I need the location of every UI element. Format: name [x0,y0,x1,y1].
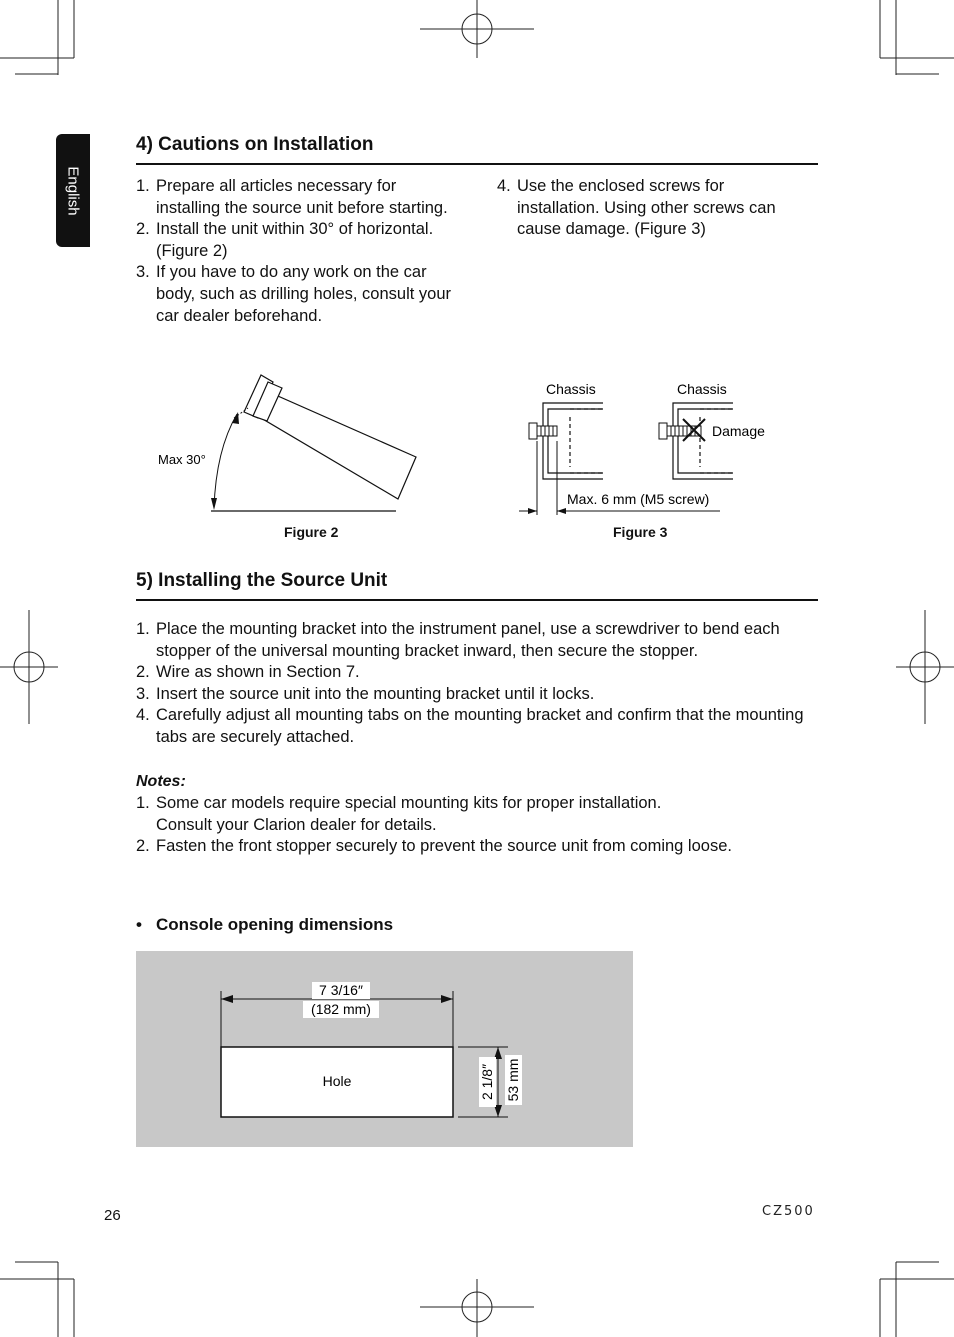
list-item: 3. If you have to do any work on the car body, such as drilling holes, consult your car dealer beforehand. [136,263,452,325]
chassis-label-left: Chassis [546,381,596,397]
arrow-head-bottom [211,498,217,510]
section-4-right-list [497,176,807,241]
list-item: 2. Wire as shown in Section 7. [136,663,360,682]
angle-label: Max 30° [158,452,206,467]
language-tab [56,134,90,247]
notes-list [136,793,816,858]
section-4-left-list [136,176,461,327]
page-number: 26 [104,1207,121,1224]
width-inches-label: 7 3/16″ [319,982,363,998]
hole-label: Hole [322,1073,352,1089]
language-tab-label: English [64,165,82,216]
bullet-icon: • [136,915,142,934]
list-item: 1. Prepare all articles necessary for installing the source unit before starting. [136,177,448,217]
figure-2-diagram [136,360,436,520]
list-item: 3. Insert the source unit into the mounting bracket until it locks. [136,684,595,703]
list-item: 4. Use the enclosed screws for installation. Using other screws can cause damage. (Figure 3) [497,177,776,239]
figure-3-diagram [515,375,775,520]
chassis-label-right: Chassis [677,381,727,397]
unit-body [256,393,416,499]
list-item: 2. Fasten the front stopper securely to prevent the source unit from coming loose. [136,837,732,856]
notes-heading: Notes: [136,773,186,790]
figure-3-caption: Figure 3 [613,524,668,540]
list-item: 1. Place the mounting bracket into the instrument panel, use a screwdriver to bend each stopper of the universal mounting bracket inward, then secure the stopper. [136,620,780,660]
height-inches-label: 2 1/8″ [479,1063,495,1101]
arrow-head-top [232,412,239,424]
section-5-rule [136,599,818,601]
screw-length-note: Max. 6 mm (M5 screw) [567,491,710,507]
figure-2-caption: Figure 2 [284,524,339,540]
console-heading: • Console opening dimensions [136,915,394,934]
angle-arc [214,414,237,508]
section-5-list [136,619,812,749]
section-5-title: 5) Installing the Source Unit [136,570,388,591]
model-name: CZ500 [762,1204,815,1219]
damage-label: Damage [712,423,765,439]
list-item: 2. Install the unit within 30° of horizontal. (Figure 2) [136,220,434,260]
list-item: 1. Some car models require special mounting kits for proper installation. Consult your Clarion dealer for details. [136,794,662,834]
list-item: 4. Carefully adjust all mounting tabs on the mounting bracket and confirm that the mounting tabs are securely attached. [136,706,804,746]
width-mm-label: (182 mm) [311,1001,371,1017]
section-4-title: 4) Cautions on Installation [136,134,374,155]
section-4-rule [136,163,818,165]
height-mm-label: 53 mm [505,1058,521,1102]
console-dimension-diagram [136,951,633,1147]
